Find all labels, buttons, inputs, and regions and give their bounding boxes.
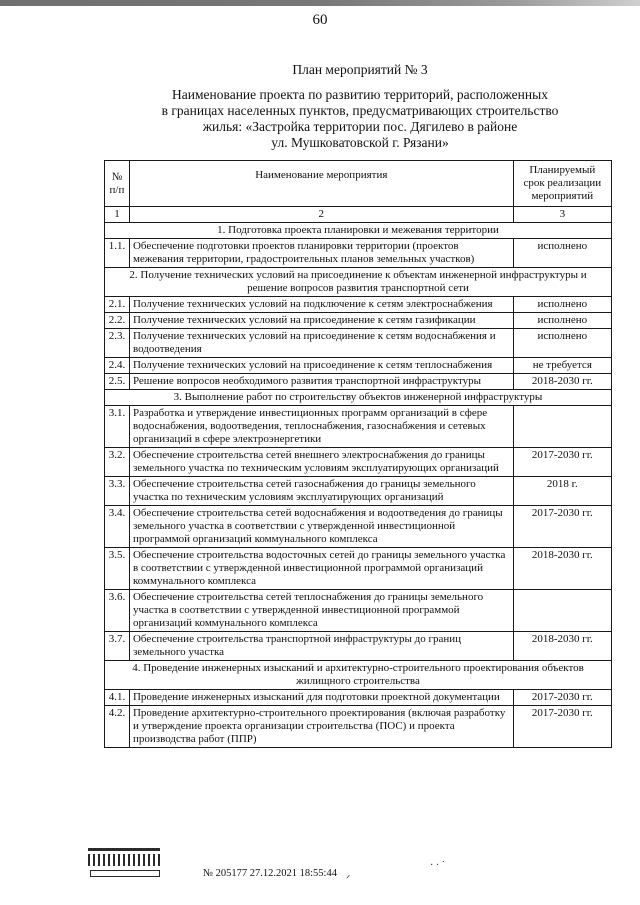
measure-term: исполнено [513, 239, 611, 268]
measure-term: 2017-2030 гг. [513, 448, 611, 477]
row-number: 3.5. [105, 548, 130, 590]
row-number: 2.2. [105, 313, 130, 329]
measure-name: Обеспечение строительства сетей теплоснабжения до границы земельного участка в соответствии с утвержденной инвестиционной программой организаций коммунального комплекса [129, 590, 513, 632]
project-heading-line: в границах населенных пунктов, предусматривающих строительство [161, 103, 559, 118]
header-number [105, 161, 130, 207]
table-row [105, 406, 612, 448]
measure-term: 2018-2030 гг. [513, 374, 611, 390]
row-number: 3.3. [105, 477, 130, 506]
table-row [105, 358, 612, 374]
header-term-text: Планируемый срок реализации мероприятий [523, 164, 602, 202]
table-row [105, 477, 612, 506]
header-name [129, 161, 513, 207]
measure-name: Обеспечение строительства водосточных сетей до границы земельного участка в соответствии с утвержденной инвестиционной программой организаций коммунального комплекса [129, 548, 513, 590]
table-row [105, 690, 612, 706]
measure-name: Обеспечение строительства сетей внешнего электроснабжения до границы земельного участка по техническим условиям эксплуатирующих организаций [129, 448, 513, 477]
section-row [105, 223, 612, 239]
column-number: 2 [129, 207, 513, 223]
measure-name: Проведение архитектурно-строительного проектирования (включая разработку и утверждение проекта организации строительства (ПОС) и проекта производства работ (ППР) [129, 706, 513, 748]
measure-term: не требуется [513, 358, 611, 374]
measure-term: 2017-2030 гг. [513, 706, 611, 748]
column-number: 1 [105, 207, 130, 223]
measure-term: 2018-2030 гг. [513, 548, 611, 590]
header-term [513, 161, 611, 207]
plan-title: План мероприятий № 3 [292, 62, 428, 77]
section-title: 3. Выполнение работ по строительству объектов инженерной инфраструктуры [105, 390, 612, 406]
project-heading-line: ул. Мушковатовской г. Рязани» [271, 135, 449, 150]
row-number: 4.2. [105, 706, 130, 748]
header-number-text: № п/п [109, 170, 125, 196]
measure-term: 2018-2030 гг. [513, 632, 611, 661]
scan-specks: ᐟ [346, 874, 351, 885]
measure-term [513, 590, 611, 632]
table-row [105, 313, 612, 329]
project-heading-line: Наименование проекта по развитию территорий, расположенных [172, 87, 548, 102]
row-number: 2.5. [105, 374, 130, 390]
measure-name: Получение технических условий на присоединение к сетям теплоснабжения [129, 358, 513, 374]
measure-name: Обеспечение строительства сетей водоснабжения и водоотведения до границы земельного участка в соответствии с утвержденной инвестиционной программой организаций коммунального комплекса [129, 506, 513, 548]
section-title: 2. Получение технических условий на присоединение к объектам инженерной инфраструктуры и решение вопросов развития транспортной сети [105, 268, 612, 297]
measure-name: Решение вопросов необходимого развития транспортной инфраструктуры [129, 374, 513, 390]
measure-name: Проведение инженерных изысканий для подготовки проектной документации [129, 690, 513, 706]
table-row [105, 506, 612, 548]
measure-term: 2017-2030 гг. [513, 690, 611, 706]
measure-name: Разработка и утверждение инвестиционных программ организаций в сфере водоснабжения, водоотведения, теплоснабжения, газоснабжения и сетевых организаций в сфере электроэнергетики [129, 406, 513, 448]
header-name-text: Наименование мероприятия [255, 169, 388, 181]
section-title: 4. Проведение инженерных изысканий и архитектурно-строительного проектирования объектов жилищного строительства [105, 661, 612, 690]
column-number-row [105, 207, 612, 223]
row-number: 4.1. [105, 690, 130, 706]
table-row [105, 548, 612, 590]
measure-term: 2018 г. [513, 477, 611, 506]
measures-table [104, 160, 612, 748]
table-row [105, 239, 612, 268]
table-row [105, 448, 612, 477]
measure-term: исполнено [513, 313, 611, 329]
scan-edge-artifact [0, 0, 640, 6]
section-row [105, 661, 612, 690]
table-row [105, 374, 612, 390]
table-row [105, 329, 612, 358]
row-number: 3.6. [105, 590, 130, 632]
row-number: 3.7. [105, 632, 130, 661]
section-title: 1. Подготовка проекта планировки и межевания территории [105, 223, 612, 239]
registration-line [0, 868, 540, 879]
row-number: 2.4. [105, 358, 130, 374]
measure-name: Обеспечение строительства сетей газоснабжения до границы земельного участка по техническим условиям эксплуатирующих организаций [129, 477, 513, 506]
section-row [105, 390, 612, 406]
measure-name: Обеспечение строительства транспортной инфраструктуры до границ земельного участка [129, 632, 513, 661]
measure-term [513, 406, 611, 448]
table-row [105, 632, 612, 661]
measure-name: Обеспечение подготовки проектов планировки территории (проектов межевания территории, градостроительных планов земельных участков) [129, 239, 513, 268]
measure-term: исполнено [513, 297, 611, 313]
row-number: 1.1. [105, 239, 130, 268]
row-number: 2.3. [105, 329, 130, 358]
row-number: 3.2. [105, 448, 130, 477]
column-number: 3 [513, 207, 611, 223]
measure-name: Получение технических условий на присоединение к сетям водоснабжения и водоотведения [129, 329, 513, 358]
project-heading [130, 87, 590, 151]
row-number: 3.4. [105, 506, 130, 548]
table-row [105, 297, 612, 313]
row-number: 2.1. [105, 297, 130, 313]
measure-term: исполнено [513, 329, 611, 358]
measure-name: Получение технических условий на присоединение к сетям газификации [129, 313, 513, 329]
project-heading-line: жилья: «Застройка территории пос. Дягилево в районе [202, 119, 518, 134]
scan-specks: · · ˙ [430, 860, 445, 871]
row-number: 3.1. [105, 406, 130, 448]
section-row [105, 268, 612, 297]
page-number: 60 [312, 12, 328, 28]
table-row [105, 706, 612, 748]
table-row [105, 590, 612, 632]
table-header-row [105, 161, 612, 207]
measure-term: 2017-2030 гг. [513, 506, 611, 548]
measure-name: Получение технических условий на подключение к сетям электроснабжения [129, 297, 513, 313]
registration-text: № 205177 27.12.2021 18:55:44 [203, 868, 337, 879]
